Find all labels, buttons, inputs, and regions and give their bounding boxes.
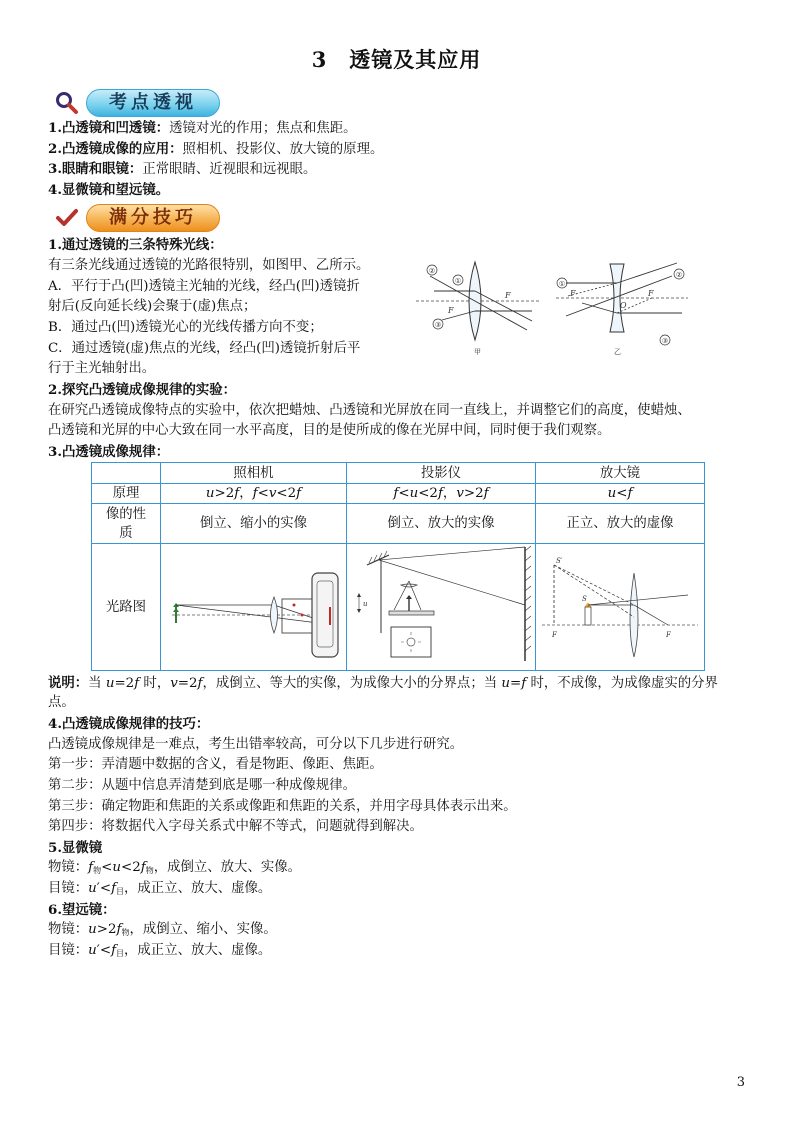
section-heading: 2.探究凸透镜成像规律的实验： bbox=[48, 382, 237, 398]
paragraph-line: 第三步：确定物距和焦距的关系或像距和焦距的关系，并用字母具体表示出来。 bbox=[48, 799, 517, 814]
focus-label: F bbox=[551, 631, 557, 639]
focus-label: F bbox=[648, 289, 654, 298]
ray-label: ② bbox=[675, 271, 683, 279]
section-heading: 5.显微镜 bbox=[48, 840, 103, 856]
nature-cell: 倒立、缩小的实像 bbox=[161, 504, 347, 544]
magnifier-ray-diagram bbox=[538, 545, 703, 663]
principle-cell: u>2f，f<v<2f bbox=[161, 484, 347, 504]
paragraph-line: C．通过透镜(虚)焦点的光线，经凸(凹)透镜折射后平 bbox=[48, 341, 361, 356]
checkmark-icon bbox=[54, 205, 80, 231]
magnifier-diagram-cell bbox=[536, 544, 705, 671]
paragraph-line: 在研究凸透镜成像特点的实验中，依次把蜡烛、凸透镜和光屏放在同一直线上，并调整它们的高度，使蜡烛、 bbox=[48, 403, 691, 418]
row-label: 光路图 bbox=[92, 544, 161, 671]
ray-label: ③ bbox=[434, 321, 442, 329]
banner-label: 考点透视 bbox=[86, 89, 220, 117]
focus-label: F bbox=[505, 291, 511, 300]
kaodian-item-1: 1.凸透镜和凹透镜：透镜对光的作用；焦点和焦距。 bbox=[48, 120, 357, 136]
banner-label: 满分技巧 bbox=[86, 204, 220, 232]
paragraph-line: 凸透镜成像规律是一难点，考生出错率较高，可分以下几步进行研究。 bbox=[48, 737, 464, 752]
ray-label: ③ bbox=[661, 337, 669, 345]
table-header: 放大镜 bbox=[536, 463, 705, 484]
jiqiao-banner bbox=[54, 204, 220, 232]
virtual-image-label: S′ bbox=[555, 557, 562, 565]
focus-label: F bbox=[570, 289, 576, 298]
note-line: 点。 bbox=[48, 695, 75, 710]
telescope-eyepiece-line: 目镜：$u'<f_目$，成正立、放大、虚像。 bbox=[48, 943, 272, 958]
concave-lens-diagram bbox=[552, 258, 692, 358]
microscope-eyepiece-line: 目镜：$u'<f_目$，成正立、放大、虚像。 bbox=[48, 881, 272, 896]
camera-ray-diagram bbox=[164, 545, 344, 663]
focus-label: F bbox=[665, 631, 671, 639]
page-title: 3 透镜及其应用 bbox=[311, 47, 482, 72]
row-label: 像的性 质 bbox=[92, 504, 161, 544]
section-heading: 1.通过透镜的三条特殊光线： bbox=[48, 237, 223, 253]
camera-diagram-cell bbox=[161, 544, 347, 671]
table-row bbox=[92, 484, 705, 504]
paragraph-line: 行于主光轴射出。 bbox=[48, 361, 156, 376]
note-line: 说明：当 u=2f 时，v=2f，成倒立、等大的实像，为成像大小的分界点；当 u=f 时，不成像，为成像虚实的分界 bbox=[48, 675, 718, 691]
nature-cell: 倒立、放大的实像 bbox=[347, 504, 536, 544]
row-label: 原理 bbox=[92, 484, 161, 504]
magnifier-icon bbox=[54, 90, 80, 116]
table-row bbox=[92, 504, 705, 544]
kaodian-item-2: 2.凸透镜成像的应用：照相机、投影仪、放大镜的原理。 bbox=[48, 141, 384, 157]
nature-cell: 正立、放大的虚像 bbox=[536, 504, 705, 544]
principle-cell: f<u<2f，v>2f bbox=[347, 484, 536, 504]
ray-label: ② bbox=[428, 267, 436, 275]
table-cell bbox=[92, 463, 161, 484]
paragraph-line: 有三条光线通过透镜的光路很特别，如图甲、乙所示。 bbox=[48, 258, 370, 273]
paragraph-line: 第四步：将数据代入字母关系式中解不等式，问题就得到解决。 bbox=[48, 819, 423, 834]
ray-label: ① bbox=[558, 280, 566, 288]
figure-caption: 甲 bbox=[474, 348, 481, 356]
convex-lens-diagram bbox=[412, 258, 542, 358]
table-row bbox=[92, 463, 705, 484]
kaodian-item-4: 4.显微镜和望远镜。 bbox=[48, 182, 170, 198]
table-row bbox=[92, 544, 705, 671]
kaodian-item-3: 3.眼睛和眼镜：正常眼睛、近视眼和远视眼。 bbox=[48, 161, 317, 177]
paragraph-line: 射后(反向延长线)会聚于(虚)焦点； bbox=[48, 299, 257, 314]
kaodian-banner bbox=[54, 89, 220, 117]
optical-center-label: O bbox=[620, 301, 627, 310]
imaging-rules-table bbox=[91, 462, 705, 671]
figure-caption: 乙 bbox=[614, 348, 621, 356]
page-number: 3 bbox=[736, 1075, 745, 1090]
distance-label: u bbox=[362, 600, 368, 608]
paragraph-line: B．通过凸(凹)透镜光心的光线传播方向不变； bbox=[48, 320, 323, 335]
focus-label: F bbox=[448, 306, 454, 315]
principle-cell: u<f bbox=[536, 484, 705, 504]
paragraph-line: A．平行于凸(凹)透镜主光轴的光线，经凸(凹)透镜折 bbox=[48, 279, 360, 294]
table-header: 照相机 bbox=[161, 463, 347, 484]
ray-label: ① bbox=[454, 277, 462, 285]
projector-ray-diagram bbox=[349, 545, 534, 663]
section-heading: 3.凸透镜成像规律： bbox=[48, 444, 170, 460]
paragraph-line: 第一步：弄清题中数据的含义，看是物距、像距、焦距。 bbox=[48, 757, 383, 772]
projector-diagram-cell bbox=[347, 544, 536, 671]
table-header: 投影仪 bbox=[347, 463, 536, 484]
microscope-objective-line: 物镜：$f_物<u<2f_物$，成倒立、放大、实像。 bbox=[48, 860, 302, 875]
object-label: S bbox=[581, 595, 587, 603]
telescope-objective-line: 物镜：$u>2f_物$，成倒立、缩小、实像。 bbox=[48, 922, 277, 937]
section-heading: 4.凸透镜成像规律的技巧： bbox=[48, 716, 210, 732]
paragraph-line: 凸透镜和光屏的中心大致在同一水平高度，目的是使所成的像在光屏中间，同时便于我们观察。 bbox=[48, 423, 611, 438]
paragraph-line: 第二步：从题中信息弄清楚到底是哪一种成像规律。 bbox=[48, 778, 356, 793]
section-heading: 6.望远镜： bbox=[48, 902, 116, 918]
